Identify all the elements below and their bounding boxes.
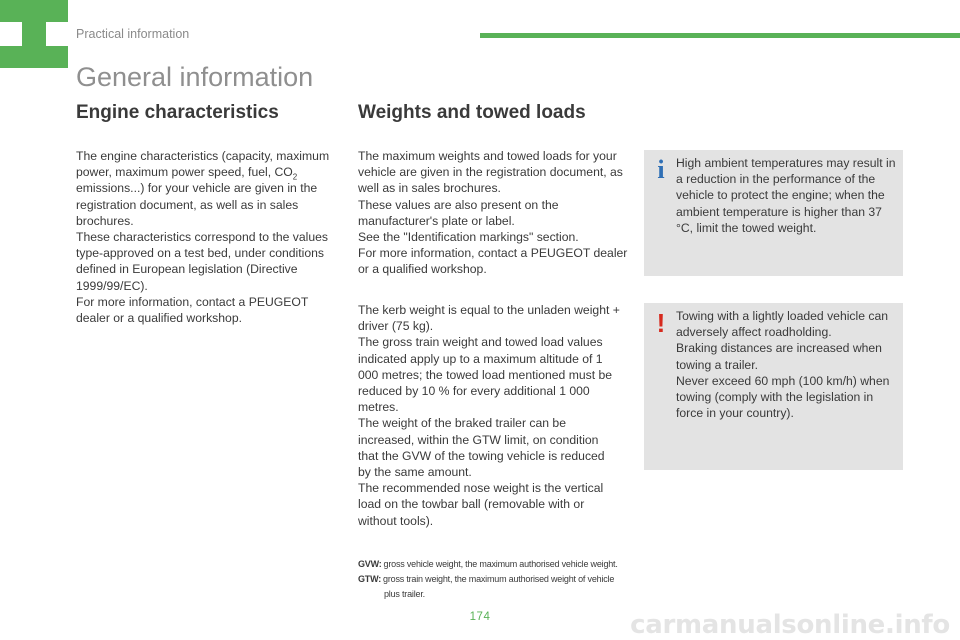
glossary-gvw: [358, 557, 633, 572]
glossary: [358, 557, 633, 602]
info-note: [644, 150, 903, 276]
engine-paragraph-1: The engine characteristics (capacity, maximum power, maximum power speed, fuel, $CO_2$ emissions...) for your vehicle are given in the registration document, as well as in sales brochures.: [76, 149, 330, 228]
weights-text-block-1: [358, 148, 628, 278]
weights-paragraph: For more information, contact a PEUGEOT dealer or a qualified workshop.: [358, 246, 628, 277]
warning-line: Never exceed 60 mph (100 km/h) when towing (comply with the legislation in force in your country).: [676, 373, 890, 421]
warning-note: [644, 303, 903, 470]
glossary-gtw: [358, 572, 633, 587]
exclamation-icon: !: [656, 308, 666, 338]
watermark: carmanualsonline.info: [630, 610, 950, 640]
engine-paragraph-3: For more information, contact a PEUGEOT dealer or a qualified workshop.: [76, 294, 309, 326]
page-number: 174: [469, 611, 491, 623]
glossary-definition: gross vehicle weight, the maximum authorised vehicle weight.: [383, 559, 618, 569]
section-label: Practical information: [76, 27, 190, 41]
weights-paragraph: The maximum weights and towed loads for your vehicle are given in the registration document, as well as in sales brochures.: [358, 149, 623, 196]
info-note-text: High ambient temperatures may result in a reduction in the performance of the vehicle to protect the engine; when the ambient temperature is higher than 37 °C, limit the towed weight.: [676, 156, 896, 235]
weights-text-block-2: [358, 302, 620, 529]
warning-line: Braking distances are increased when towing a trailer.: [676, 341, 882, 372]
engine-paragraph-2: These characteristics correspond to the values type-approved on a test bed, under conditions defined in European legislation (Directive 1999/99/EC).: [76, 230, 328, 293]
engine-heading: Engine characteristics: [76, 102, 279, 123]
weights-paragraph: These values are also present on the manufacturer's plate or label.: [358, 197, 559, 228]
weights-paragraph: See the "Identification markings" section.: [358, 230, 579, 245]
weights-paragraph: The gross train weight and towed load values indicated apply up to a maximum altitude of 1 000 metres; the towed load mentioned must be reduced by 10 % for every additional 1 000 metres.: [358, 335, 613, 415]
glossary-term: GVW:: [358, 559, 382, 569]
weights-heading: Weights and towed loads: [358, 102, 586, 123]
engine-text: [76, 148, 338, 326]
header-rule: [480, 33, 960, 38]
warning-line: Towing with a lightly loaded vehicle can adversely affect roadholding.: [676, 309, 889, 340]
glossary-definition: gross train weight, the maximum authorised weight of vehicle: [383, 574, 615, 584]
glossary-definition-continued: plus trailer.: [384, 589, 425, 599]
warning-note-text: [676, 308, 898, 421]
section-tab-marker: [0, 0, 68, 68]
glossary-term: GTW:: [358, 574, 382, 584]
weights-paragraph: The recommended nose weight is the vertical load on the towbar ball (removable with or without tools).: [358, 481, 604, 528]
page-title: General information: [76, 62, 314, 92]
weights-paragraph: The weight of the braked trailer can be increased, within the GTW limit, on condition that the GVW of the towing vehicle is reduced by the same amount.: [358, 416, 605, 480]
weights-paragraph: The kerb weight is equal to the unladen weight + driver (75 kg).: [358, 303, 620, 334]
info-icon: i: [657, 155, 665, 184]
